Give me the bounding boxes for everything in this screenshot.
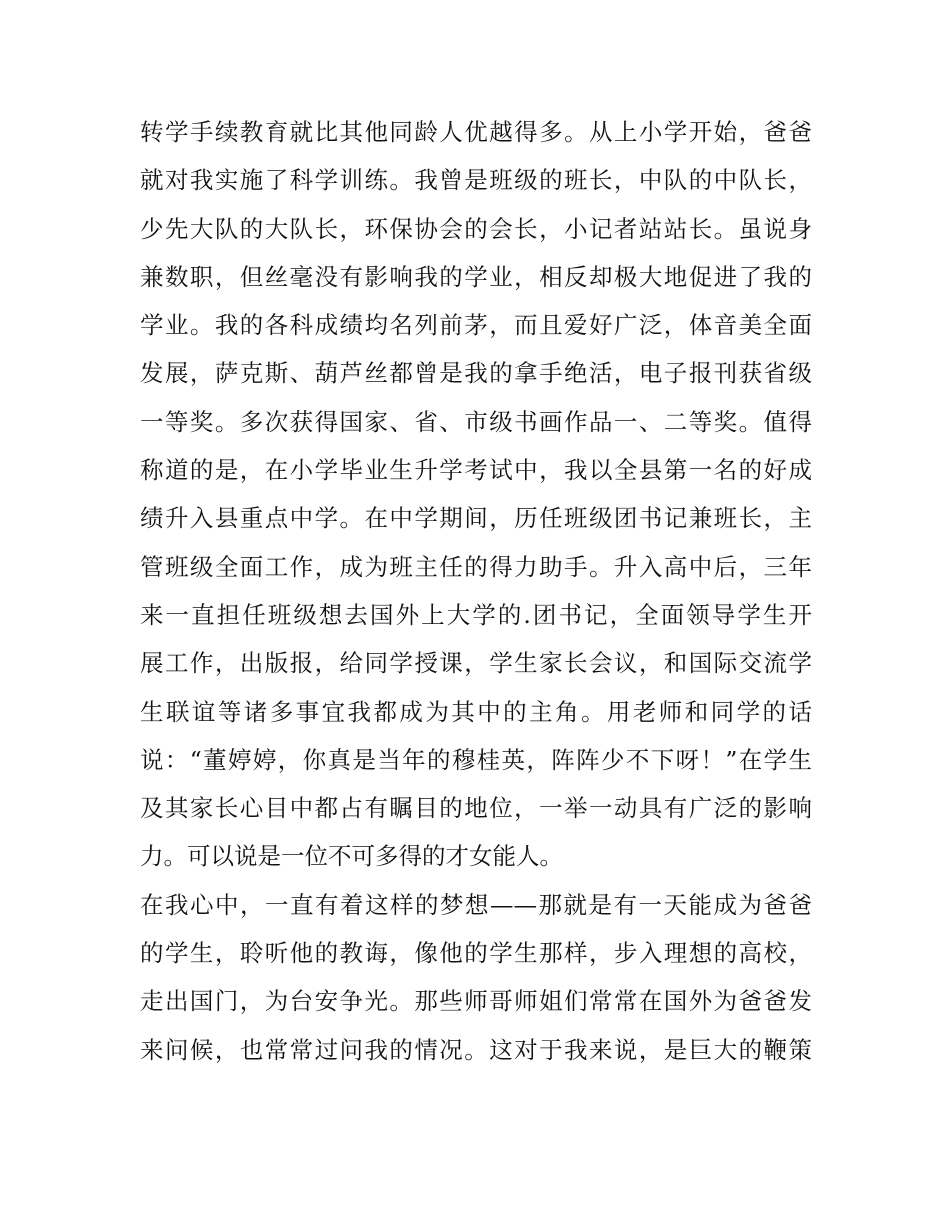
text-line [140, 688, 812, 736]
text-line [140, 543, 812, 591]
text-line [140, 398, 812, 446]
text-line-content: 的学生，聆听他的教诲，像他的学生那样，步入理想的高校， [140, 939, 812, 968]
text-line-content: 发展，萨克斯、葫芦丝都曾是我的拿手绝活，电子报刊获省级 [140, 359, 812, 388]
text-line [140, 156, 812, 204]
text-line-content: 转学手续教育就比其他同龄人优越得多。从上小学开始，爸爸 [140, 118, 812, 146]
body-text [140, 108, 812, 1074]
text-line-content: 来问候，也常常过问我的情况。这对于我来说，是巨大的鞭策 [140, 1035, 812, 1064]
text-line-content: 称道的是，在小学毕业生升学考试中，我以全县第一名的好成 [140, 456, 812, 485]
text-line [140, 881, 812, 929]
text-line [140, 977, 812, 1025]
text-line-content: 兼数职，但丝毫没有影响我的学业，相反却极大地促进了我的 [140, 262, 812, 291]
text-line [140, 929, 812, 977]
text-line [140, 639, 812, 687]
text-line [140, 784, 812, 832]
text-line-content: 生联谊等诸多事宜我都成为其中的主角。用老师和同学的话 [140, 697, 812, 726]
text-line-content: 就对我实施了科学训练。我曾是班级的班长，中队的中队长， [140, 166, 812, 195]
text-line-content: 来一直担任班级想去国外上大学的.团书记，全面领导学生开 [140, 600, 812, 629]
text-line-content: 力。可以说是一位不可多得的才女能人。 [140, 842, 563, 871]
text-line [140, 736, 812, 784]
text-line-content: 少先大队的大队长，环保协会的会长，小记者站站长。虽说身 [140, 214, 812, 243]
text-line [140, 205, 812, 253]
text-line [140, 1026, 812, 1074]
text-line-content: 学业。我的各科成绩均名列前茅，而且爱好广泛，体音美全面 [140, 311, 812, 340]
text-line-content: 及其家长心目中都占有瞩目的地位，一举一动具有广泛的影响 [140, 794, 812, 823]
text-line-content: 一等奖。多次获得国家、省、市级书画作品一、二等奖。值得 [140, 407, 812, 436]
text-line-content: 展工作，出版报，给同学授课，学生家长会议，和国际交流学 [140, 649, 812, 678]
text-line [140, 108, 812, 156]
text-line [140, 253, 812, 301]
text-line-content: 管班级全面工作，成为班主任的得力助手。升入高中后，三年 [140, 552, 812, 581]
text-line [140, 301, 812, 349]
text-line [140, 446, 812, 494]
text-line [140, 832, 812, 880]
text-line-content: 在我心中，一直有着这样的梦想——那就是有一天能成为爸爸 [140, 890, 812, 919]
text-line [140, 494, 812, 542]
text-line [140, 349, 812, 397]
text-line-content: 绩升入县重点中学。在中学期间，历任班级团书记兼班长，主 [140, 504, 812, 533]
text-line [140, 591, 812, 639]
text-line-content: 走出国门，为台安争光。那些师哥师姐们常常在国外为爸爸发 [140, 987, 812, 1016]
text-line-content: 说：“董婷婷，你真是当年的穆桂英，阵阵少不下呀！”在学生 [140, 745, 812, 774]
